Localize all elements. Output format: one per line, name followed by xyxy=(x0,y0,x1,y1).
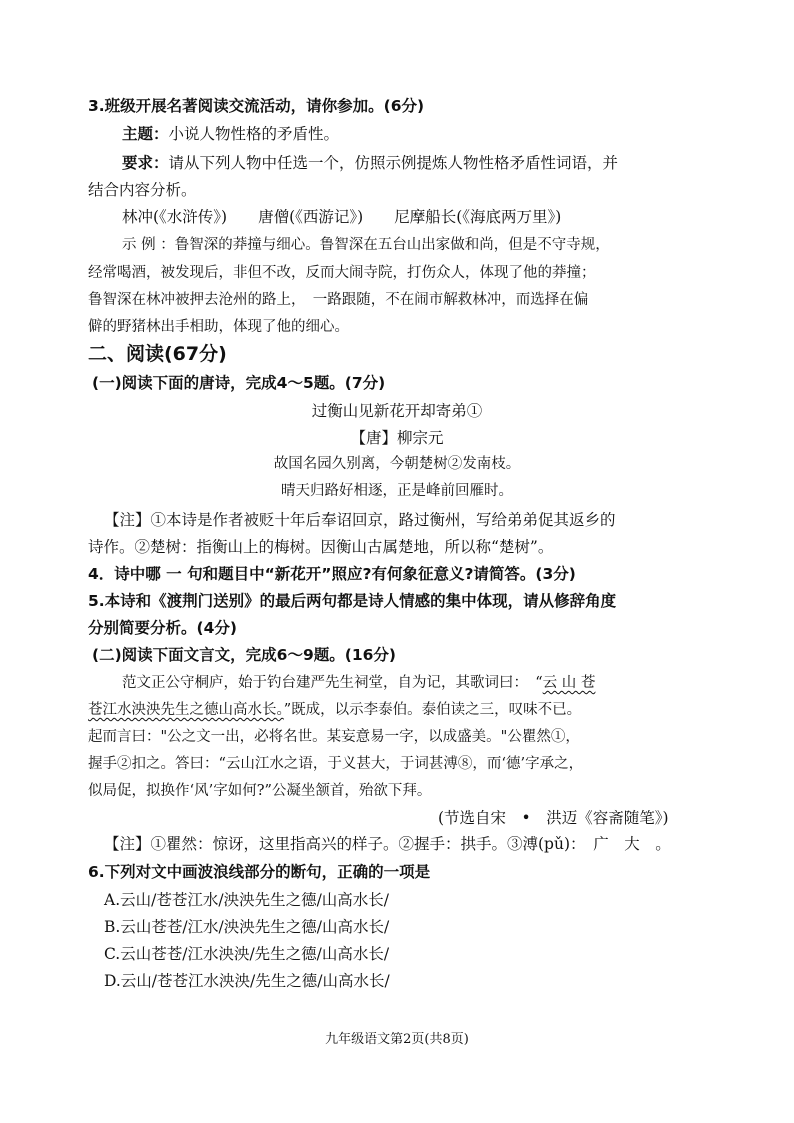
prose-line-5: 似局促，拟换作‘风’字如何?”公凝坐颔首，殆欲下拜。 xyxy=(88,783,432,799)
q3-requirement xyxy=(122,153,618,173)
q3-example-2: 经常喝酒，被发现后，非但不改，反而大闹寺院，打伤众人，体现了他的莽撞； xyxy=(88,265,596,281)
q6-title: 6.下列对文中画波浪线部分的断句，正确的一项是 xyxy=(88,863,431,881)
q3-example-3: 鲁智深在林冲被押去沧州的路上， 一路跟随，不在闹市解救林冲，而选择在偏 xyxy=(88,292,589,308)
q3-example-4: 僻的野猪林出手相助，体现了他的细心。 xyxy=(88,319,349,335)
prose-line-1 xyxy=(122,673,595,693)
poem-line-2: 晴天归路好相逐，正是峰前回雁时。 xyxy=(281,483,513,499)
page-footer: 九年级语文第2页(共8页) xyxy=(325,1032,469,1047)
q3-req-text-2: 结合内容分析。 xyxy=(88,181,197,199)
prose-source: (节选自宋 • 洪迈《容斋随笔》) xyxy=(438,809,669,827)
poem-title: 过衡山见新花开却寄弟① xyxy=(311,402,483,420)
q3-example-1: 示 例 ：鲁智深的莽撞与细心。鲁智深在五台山出家做和尚，但是不守寺规， xyxy=(122,237,610,253)
q6-option-d: D.云山/苍苍江水泱泱/先生之德/山高水长/ xyxy=(104,972,390,990)
prose-line-1a: 范文正公守桐庐，始于钓台建严先生祠堂，自为记，其歌词曰： “ xyxy=(122,675,543,691)
q3-req-text-1: 请从下列人物中任选一个，仿照示例提炼人物性格矛盾性词语，并 xyxy=(168,154,619,172)
q3-title: 3.班级开展名著阅读交流活动，请你参加。(6分) xyxy=(88,97,425,115)
q6-option-a: A.云山/苍苍江水/泱泱先生之德/山高水长/ xyxy=(104,891,390,909)
prose-wavy-2: 苍江水泱泱先生之德山高水长。 xyxy=(88,702,284,718)
prose-wavy-1: 云 山 苍 xyxy=(542,675,596,691)
q4: 4．诗中哪 一 句和题目中“新花开”照应?有何象征意义?请简答。(3分) xyxy=(88,565,576,583)
q3-req-label: 要求： xyxy=(122,154,169,172)
part2-title: (二)阅读下面文言文，完成6～9题。(16分) xyxy=(92,646,396,664)
poem-author: 【唐】柳宗元 xyxy=(350,429,444,447)
q3-theme-text: 小说人物性格的矛盾性。 xyxy=(168,125,340,143)
q3-theme xyxy=(122,124,339,144)
poem-note-2: 诗作。②楚树：指衡山上的梅树。因衡山古属楚地，所以称“楚树”。 xyxy=(88,538,554,556)
q5-line-2: 分别简要分析。(4分) xyxy=(88,619,237,637)
q6-option-b: B.云山苍苍/江水/泱泱先生之德/山高水长/ xyxy=(104,918,390,936)
prose-line-2b: ”既成，以示李泰伯。泰伯读之三，叹味不已。 xyxy=(283,702,582,718)
prose-line-4: 握手②扣之。答曰：“云山江水之语，于义甚大，于词甚溥⑧，而‘德’字承之， xyxy=(88,756,584,772)
section2-title: 二、阅读(67分) xyxy=(88,343,227,365)
q5-line-1: 5.本诗和《渡荆门送别》的最后两句都是诗人情感的集中体现，请从修辞角度 xyxy=(88,592,617,610)
q6-option-c: C.云山苍苍/江水泱泱/先生之德/山高水长/ xyxy=(104,945,390,963)
part1-title: (一)阅读下面的唐诗，完成4～5题。(7分) xyxy=(92,374,386,392)
q3-theme-label: 主题： xyxy=(122,125,169,143)
prose-line-3: 起而言曰："公之文一出，必将名世。某妄意易一字，以成盛美。"公瞿然①， xyxy=(88,729,580,745)
poem-note-1: 【注】①本诗是作者被贬十年后奉诏回京，路过衡州，写给弟弟促其返乡的 xyxy=(104,511,616,529)
prose-note: 【注】①瞿然：惊讶，这里指高兴的样子。②握手：拱手。③溥(pǔ)： 广 大 。 xyxy=(104,835,671,853)
prose-line-2 xyxy=(88,700,581,720)
q3-characters: 林冲(《水浒传》) 唐僧(《西游记》) 尼摩船长(《海底两万里》) xyxy=(122,208,562,226)
poem-line-1: 故国名园久别离，今朝楚树②发南枝。 xyxy=(273,456,521,472)
